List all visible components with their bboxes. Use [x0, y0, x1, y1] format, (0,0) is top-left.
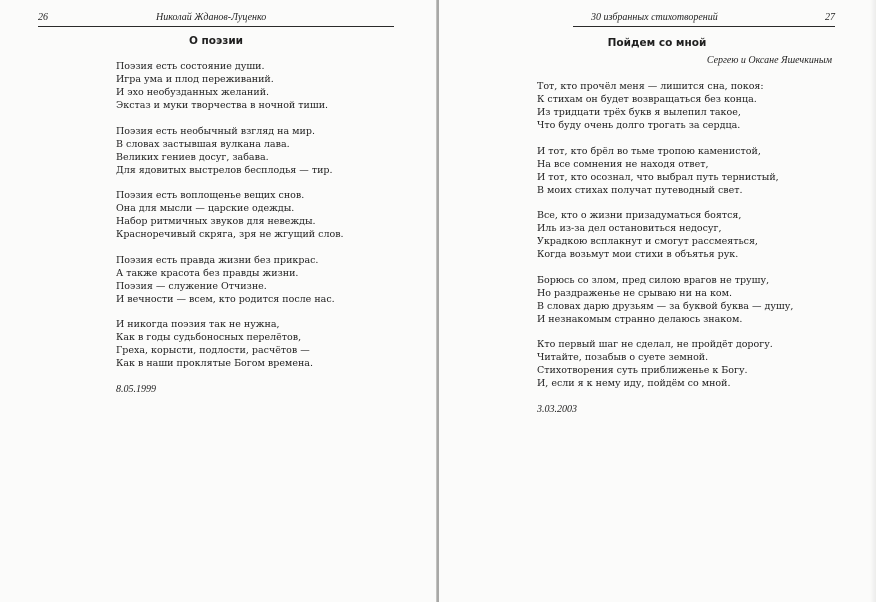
- stanza: [537, 274, 837, 326]
- poem-line: Что буду очень долго трогать за сердца.: [537, 120, 741, 131]
- stanza: [116, 125, 416, 177]
- poem-line: Как в годы судьбоносных перелётов,: [116, 332, 302, 343]
- poem-line: А также красота без правды жизни.: [116, 267, 299, 279]
- poem-line: Поэзия есть необычный взгляд на мир.: [116, 125, 315, 137]
- poem-date: 3.03.2003: [537, 403, 577, 415]
- poem-line: Читайте, позабыв о суете земной.: [537, 352, 709, 363]
- poem-line: Набор ритмичных звуков для невежды.: [116, 216, 316, 227]
- stanza: [537, 338, 837, 390]
- poem-line: Тот, кто прочёл меня — лишится сна, покоя:: [537, 81, 764, 92]
- poem-line: Поэзия есть состояние души.: [116, 61, 265, 72]
- poem-line: Иль из-за дел остановиться недосуг,: [537, 223, 722, 234]
- poem-title-left: О поэзии: [188, 35, 244, 47]
- left-page: [0, 0, 437, 602]
- stanza: [116, 60, 416, 112]
- poem-title-right: Пойдем со мной: [607, 37, 707, 49]
- poem-line: В словах застывшая вулкана лава.: [116, 138, 290, 150]
- stanza: [537, 80, 837, 132]
- poem-line: Греха, корысти, подлости, расчётов —: [116, 345, 310, 356]
- right-page-header: [573, 10, 835, 27]
- page-number-right: 27: [825, 12, 835, 23]
- poem-line: Игра ума и плод переживаний.: [116, 74, 274, 85]
- poem-line: Великих гениев досуг, забава.: [116, 151, 269, 163]
- stanza: [116, 318, 416, 370]
- poem-line: Украдкою всплакнут и смогут рассмеяться,: [537, 236, 758, 247]
- poem-line: К стихам он будет возвращаться без конца.: [537, 94, 757, 105]
- poem-line: И, если я к нему иду, пойдём со мной.: [537, 378, 731, 389]
- poem-line: Кто первый шаг не сделал, не пройдёт дорогу.: [537, 339, 773, 350]
- poem-line: Поэзия есть воплощенье вещих снов.: [116, 190, 305, 201]
- running-head-author: Николай Жданов-Луценко: [156, 12, 267, 23]
- page-edge-shadow: [870, 0, 876, 602]
- right-page: [439, 0, 876, 602]
- poem-line: Поэзия — служение Отчизне.: [116, 280, 267, 292]
- stanza: [537, 145, 837, 197]
- poem-line: Для ядовитых выстрелов бесплодья — тир.: [116, 164, 333, 176]
- poem-line: На все сомнения не находя ответ,: [537, 158, 709, 170]
- poem-left: [116, 60, 416, 396]
- poem-line: И эхо необузданных желаний.: [116, 87, 270, 98]
- poem-line: В моих стихах получат путеводный свет.: [537, 184, 743, 196]
- poem-date: 8.05.1999: [116, 383, 156, 395]
- stanza: [537, 209, 837, 261]
- stanza: [116, 189, 416, 241]
- poem-dedication: Сергею и Оксане Яшечкиным: [706, 55, 832, 66]
- poem-right: [537, 80, 837, 416]
- poem-line: В словах дарю друзьям — за буквой буква — душу,: [537, 300, 794, 312]
- poem-line: И никогда поэзия так не нужна,: [116, 319, 280, 330]
- poem-line: И вечности — всем, кто родится после нас.: [116, 293, 335, 305]
- poem-line: И незнакомым странно делаюсь знаком.: [537, 313, 743, 325]
- poem-line: Когда возьмут мои стихи в объятья рук.: [537, 249, 739, 260]
- poem-line: Она для мысли — царские одежды.: [116, 203, 295, 214]
- page-number-left: 26: [38, 12, 48, 23]
- poem-line: Как в наши проклятые Богом времена.: [116, 358, 313, 369]
- poem-line: Из тридцати трёх букв я вылепил такое,: [537, 107, 741, 118]
- poem-line: Поэзия есть правда жизни без прикрас.: [116, 254, 319, 266]
- running-head-collection: 30 избранных стихотворений: [591, 12, 718, 23]
- stanza: [116, 254, 416, 306]
- poem-line: Все, кто о жизни призадуматься боятся,: [537, 210, 742, 221]
- left-page-header: [38, 10, 394, 27]
- poem-line: Экстаз и муки творчества в ночной тиши.: [116, 100, 329, 111]
- poem-line: Красноречивый скряга, зря не жгущий слов.: [116, 229, 344, 240]
- poem-line: Борюсь со злом, пред силою врагов не трушу,: [537, 274, 770, 286]
- poem-line: Стихотворения суть приближенье к Богу.: [537, 365, 748, 376]
- poem-line: И тот, кто брёл во тьме тропою каменистой,: [537, 145, 761, 157]
- poem-line: И тот, кто осознал, что выбрал путь тернистый,: [537, 171, 779, 183]
- poem-line: Но раздраженье не срываю ни на ком.: [537, 287, 733, 299]
